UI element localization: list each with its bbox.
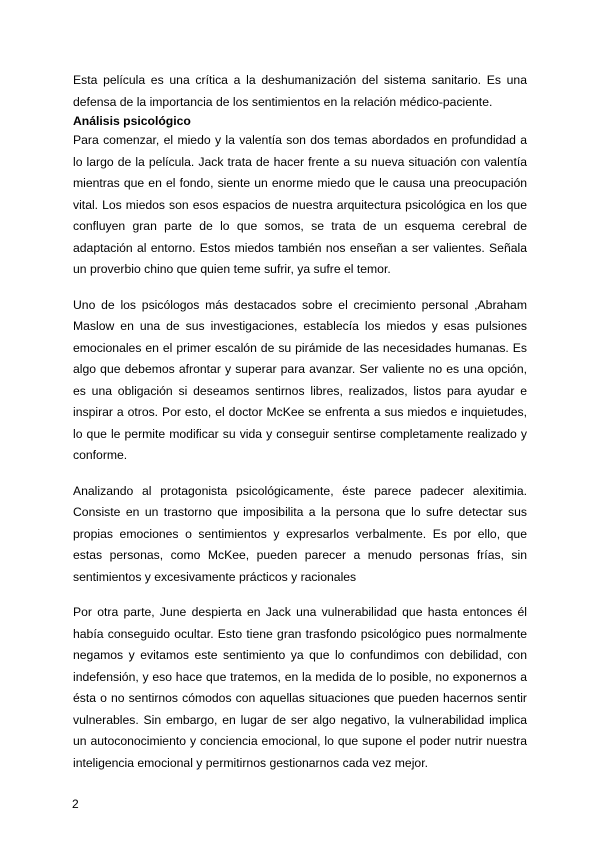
- body-paragraph-1: Para comenzar, el miedo y la valentía son dos temas abordados en profundidad a lo largo de la película. Jack trata de hacer frente a su nueva situación con valentía mientras que en el fondo, siente un enorme miedo que le causa una preocupación vital. Los miedos son esos espacios de nuestra arquitectura psicológica en los que confluyen gran parte de lo que somos, se trata de un esquema cerebral de adaptación al entorno. Estos miedos también nos enseñan a ser valientes. Señala un proverbio chino que quien teme sufrir, ya sufre el temor.: [73, 133, 527, 276]
- body-paragraph-4: Por otra parte, June despierta en Jack una vulnerabilidad que hasta entonces él había conseguido ocultar. Esto tiene gran trasfondo psicológico pues normalmente negamos y evitamos este sentimiento ya que lo confundimos con debilidad, con indefensión, y eso hace que tratemos, en la medida de lo posible, no exponernos a ésta o no sentirnos cómodos con aquellas situaciones que pueden hacernos sentir vulnerables. Sin embargo, en lugar de ser algo negativo, la vulnerabilidad implica un autoconocimiento y conciencia emocional, lo que supone el poder nutrir nuestra inteligencia emocional y permitirnos gestionarnos cada vez mejor.: [73, 605, 527, 770]
- body-paragraph-2: Uno de los psicólogos más destacados sobre el crecimiento personal ,Abraham Maslow en una de sus investigaciones, establecía los miedos y esas pulsiones emocionales en el primer escalón de su pirámide de las necesidades humanas. Es algo que debemos afrontar y superar para avanzar. Ser valiente no es una opción, es una obligación si deseamos sentirnos libres, realizados, listos para ayudar e inspirar a otros. Por esto, el doctor McKee se enfrenta a sus miedos e inquietudes, lo que le permite modificar su vida y conseguir sentirse completamente realizado y conforme.: [73, 297, 527, 462]
- intro-paragraph: Esta película es una crítica a la deshumanización del sistema sanitario. Es una defensa de la importancia de los sentimientos en la relación médico-paciente.: [73, 73, 527, 109]
- page-number: 2: [72, 797, 79, 811]
- document-page: [73, 70, 527, 774]
- section-heading: Análisis psicológico: [73, 114, 191, 128]
- body-paragraph-3: Analizando al protagonista psicológicamente, éste parece padecer alexitimia. Consiste en un trastorno que imposibilita a la persona que lo sufre detectar sus propias emociones o sentimientos y expresarlos verbalmente. Es por ello, que estas personas, como McKee, pueden parecer a menudo personas frías, sin sentimientos y excesivamente prácticos y racionales: [73, 483, 527, 584]
